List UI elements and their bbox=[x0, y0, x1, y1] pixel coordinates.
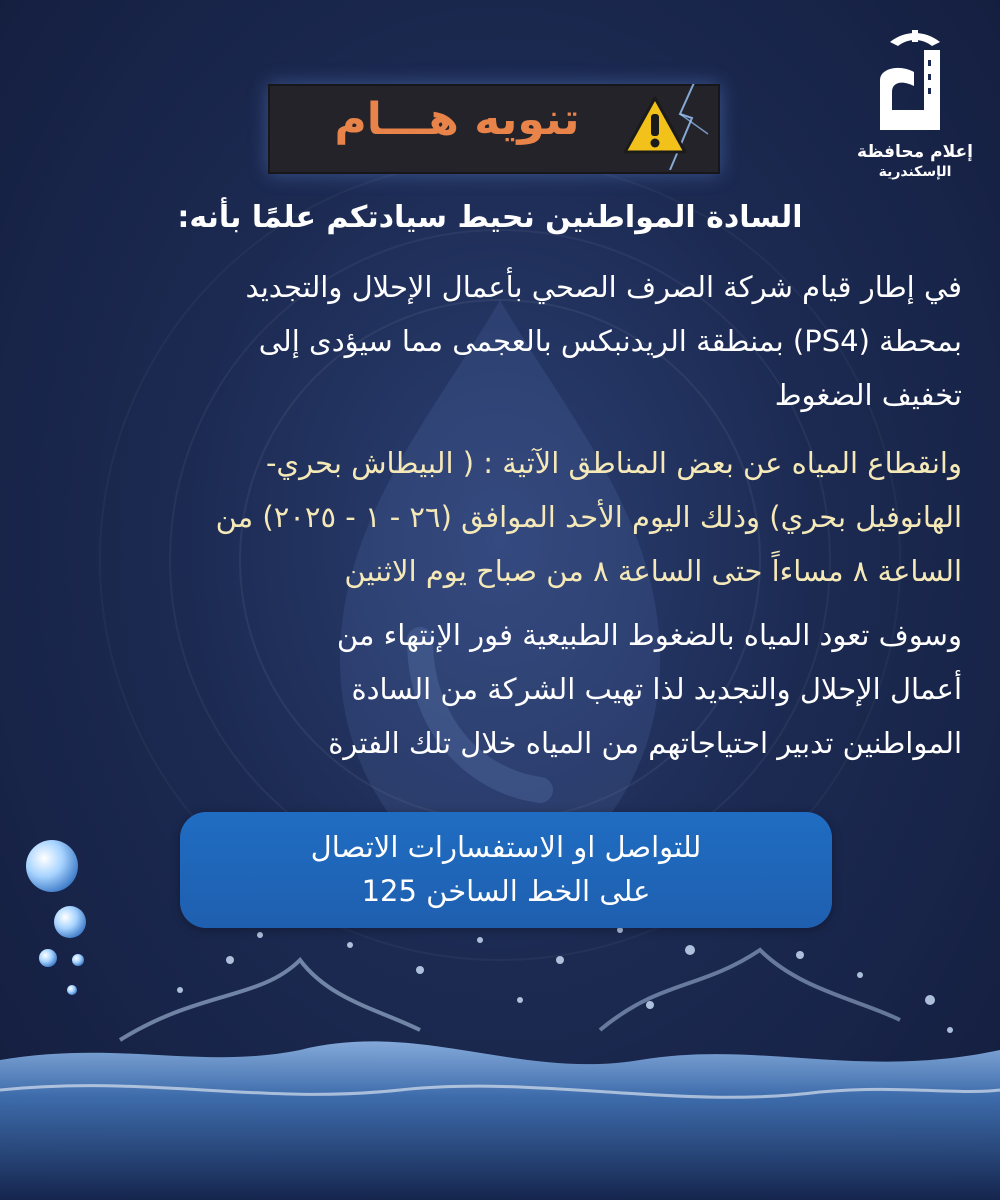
logo-line2: الإسكندرية bbox=[878, 164, 952, 180]
banner-title: تنويه هـــام bbox=[334, 94, 580, 145]
logo-line1: إعلام محافظة bbox=[857, 142, 973, 162]
contact-line-1: للتواصل او الاستفسارات الاتصال bbox=[310, 830, 702, 864]
paragraph-1 bbox=[40, 260, 962, 422]
paragraph-2-line: الساعة ٨ مساءاً حتى الساعة ٨ من صباح يوم الاثنين bbox=[344, 554, 962, 588]
alexandria-logo-icon bbox=[850, 20, 980, 140]
water-bubbles bbox=[26, 840, 86, 995]
paragraph-3 bbox=[40, 608, 962, 770]
hotline-contact-box bbox=[180, 812, 832, 928]
paragraph-3-line: المواطنين تدبير احتياجاتهم من المياه خلال تلك الفترة bbox=[328, 726, 962, 760]
paragraph-2-outage-details bbox=[40, 436, 962, 598]
paragraph-3-line: وسوف تعود المياه بالضغوط الطبيعية فور الإنتهاء من bbox=[336, 618, 962, 652]
headline: السادة المواطنين نحيط سيادتكم علمًا بأنه: bbox=[177, 200, 803, 235]
paragraph-1-line: تخفيف الضغوط bbox=[774, 378, 962, 412]
paragraph-3-line: أعمال الإحلال والتجديد لذا تهيب الشركة من السادة bbox=[351, 672, 962, 706]
important-notice-banner bbox=[268, 84, 716, 170]
contact-line-2: على الخط الساخن 125 bbox=[361, 874, 651, 908]
paragraph-1-line: بمحطة (PS4) بمنطقة الريدنبكس بالعجمى مما سيؤدى إلى bbox=[258, 324, 962, 358]
warning-triangle-icon bbox=[622, 94, 688, 156]
paragraph-2-line: الهانوفيل بحري) وذلك اليوم الأحد الموافق (٢٦ - ١ - ٢٠٢٥) من bbox=[215, 500, 962, 534]
paragraph-2-line: وانقطاع المياه عن بعض المناطق الآتية : ( البيطاش بحري- bbox=[265, 446, 962, 480]
paragraph-1-line: في إطار قيام شركة الصرف الصحي بأعمال الإحلال والتجديد bbox=[245, 270, 962, 304]
logo-caption bbox=[850, 142, 980, 182]
governorate-logo bbox=[850, 20, 980, 180]
